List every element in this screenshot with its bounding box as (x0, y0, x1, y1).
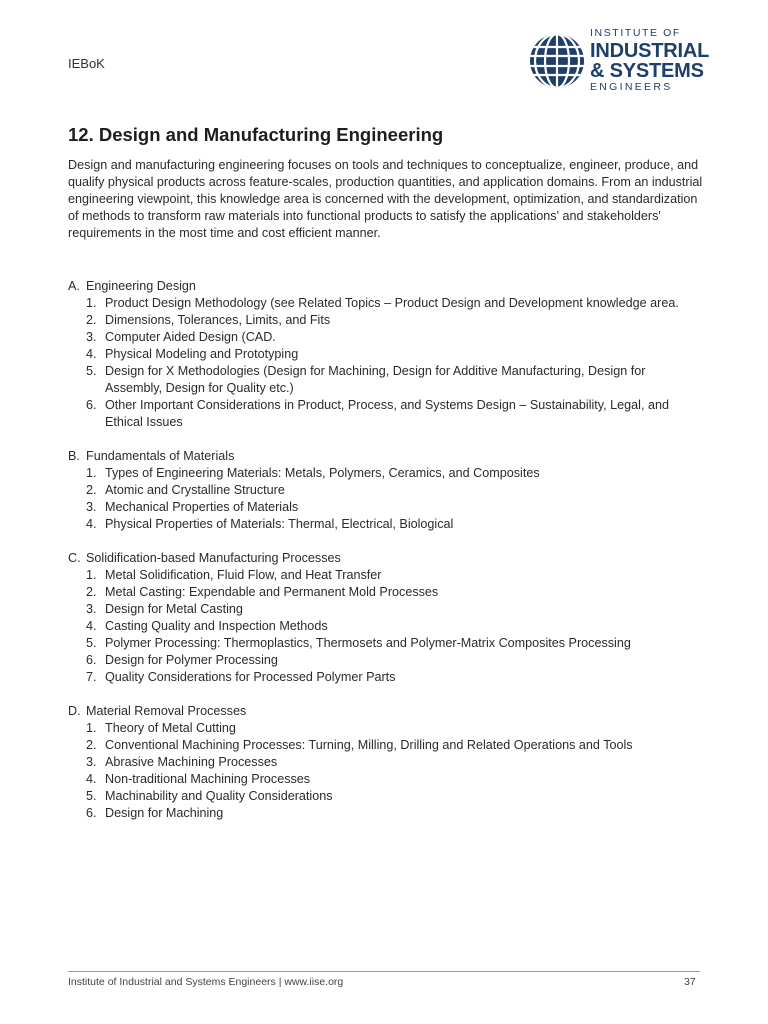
item-text: Design for Machining (105, 806, 224, 820)
outline-section (68, 278, 718, 431)
section-heading (68, 550, 718, 567)
list-item (68, 363, 718, 397)
section-letter: D. (68, 704, 81, 718)
page-number: 37 (684, 976, 696, 988)
section-heading (68, 278, 718, 295)
item-text: Polymer Processing: Thermoplastics, Thermosets and Polymer-Matrix Composites Processing (105, 636, 631, 650)
section-heading (68, 448, 718, 465)
item-number: 4. (86, 347, 97, 361)
list-item (68, 346, 718, 363)
item-number: 2. (86, 738, 97, 752)
list-item (68, 669, 718, 686)
page-title: 12. Design and Manufacturing Engineering (68, 124, 444, 145)
item-text: Dimensions, Tolerances, Limits, and Fits (105, 313, 331, 327)
item-text: Atomic and Crystalline Structure (105, 483, 285, 497)
item-number: 3. (86, 500, 97, 514)
list-item (68, 482, 718, 499)
section-letter: B. (68, 449, 80, 463)
globe-icon (528, 32, 586, 90)
item-text: Quality Considerations for Processed Polymer Parts (105, 670, 396, 684)
item-text: Casting Quality and Inspection Methods (105, 619, 328, 633)
list-item (68, 788, 718, 805)
list-item (68, 771, 718, 788)
item-number: 3. (86, 755, 97, 769)
list-item (68, 295, 718, 312)
item-text: Theory of Metal Cutting (105, 721, 236, 735)
list-item (68, 499, 718, 516)
list-item (68, 720, 718, 737)
list-item (68, 737, 718, 754)
outline-section (68, 550, 718, 686)
section-heading (68, 703, 718, 720)
item-number: 4. (86, 619, 97, 633)
item-number: 2. (86, 483, 97, 497)
item-text: Metal Solidification, Fluid Flow, and Heat Transfer (105, 568, 382, 582)
list-item (68, 465, 718, 482)
logo-line-4: ENGINEERS (590, 80, 673, 93)
list-item (68, 652, 718, 669)
iise-logo (528, 26, 708, 98)
item-number: 4. (86, 517, 97, 531)
section-title: Solidification-based Manufacturing Processes (86, 551, 341, 565)
topic-outline (68, 278, 718, 839)
item-text: Metal Casting: Expendable and Permanent Mold Processes (105, 585, 439, 599)
list-item (68, 397, 718, 431)
item-number: 1. (86, 721, 97, 735)
section-items (68, 720, 718, 822)
item-number: 5. (86, 636, 97, 650)
item-number: 4. (86, 772, 97, 786)
list-item (68, 618, 718, 635)
item-number: 6. (86, 653, 97, 667)
logo-line-3: & SYSTEMS (590, 59, 704, 82)
section-items (68, 567, 718, 686)
item-number: 1. (86, 466, 97, 480)
item-text: Product Design Methodology (see Related Topics – Product Design and Development knowledge area. (105, 296, 679, 310)
logo-wordmark (590, 28, 709, 92)
item-text: Physical Modeling and Prototyping (105, 347, 299, 361)
item-text: Abrasive Machining Processes (105, 755, 278, 769)
item-text: Non-traditional Machining Processes (105, 772, 311, 786)
list-item (68, 754, 718, 771)
item-number: 1. (86, 296, 97, 310)
outline-section (68, 703, 718, 822)
logo-line-1: INSTITUTE OF (590, 27, 681, 39)
section-letter: C. (68, 551, 81, 565)
item-text: Mechanical Properties of Materials (105, 500, 299, 514)
list-item (68, 635, 718, 652)
logo-line-2: INDUSTRIAL (590, 39, 710, 62)
item-text: Machinability and Quality Considerations (105, 789, 333, 803)
item-number: 6. (86, 398, 97, 412)
item-number: 5. (86, 789, 97, 803)
section-title: Fundamentals of Materials (86, 449, 235, 463)
section-title: Engineering Design (86, 279, 196, 293)
item-text: Computer Aided Design (CAD. (105, 330, 276, 344)
item-text: Conventional Machining Processes: Turning, Milling, Drilling and Related Operations and Tools (105, 738, 633, 752)
footer-credit: Institute of Industrial and Systems Engineers | www.iise.org (68, 976, 344, 988)
item-text: Types of Engineering Materials: Metals, Polymers, Ceramics, and Composites (105, 466, 540, 480)
section-items (68, 465, 718, 533)
section-title: Material Removal Processes (86, 704, 247, 718)
item-number: 2. (86, 313, 97, 327)
item-text: Other Important Considerations in Product, Process, and Systems Design – Sustainability, Legal, and Ethical Issues (105, 398, 669, 429)
item-number: 1. (86, 568, 97, 582)
item-text: Design for Polymer Processing (105, 653, 278, 667)
section-letter: A. (68, 279, 80, 293)
list-item (68, 312, 718, 329)
item-number: 3. (86, 602, 97, 616)
item-text: Design for X Methodologies (Design for Machining, Design for Additive Manufacturing, Design for Assembly, Design for Quality etc.) (105, 364, 646, 395)
list-item (68, 601, 718, 618)
intro-paragraph: Design and manufacturing engineering focuses on tools and techniques to conceptualize, engineer, produce, and qualify physical products across feature-scales, production quantities, and application domains. From an industrial engineering viewpoint, this knowledge area is concerned with the development, optimization, and standardization of methods to transform raw materials into functional products to satisfy the applications' and stakeholders' requirements in the most time and cost efficient manner. (68, 158, 703, 240)
list-item (68, 805, 718, 822)
item-text: Physical Properties of Materials: Thermal, Electrical, Biological (105, 517, 454, 531)
item-number: 3. (86, 330, 97, 344)
running-header: IEBoK (68, 56, 105, 71)
outline-section (68, 448, 718, 533)
item-text: Design for Metal Casting (105, 602, 243, 616)
section-items (68, 295, 718, 431)
item-number: 2. (86, 585, 97, 599)
footer-divider (68, 971, 700, 972)
list-item (68, 584, 718, 601)
item-number: 5. (86, 364, 97, 378)
item-number: 6. (86, 806, 97, 820)
list-item (68, 567, 718, 584)
list-item (68, 516, 718, 533)
list-item (68, 329, 718, 346)
item-number: 7. (86, 670, 97, 684)
